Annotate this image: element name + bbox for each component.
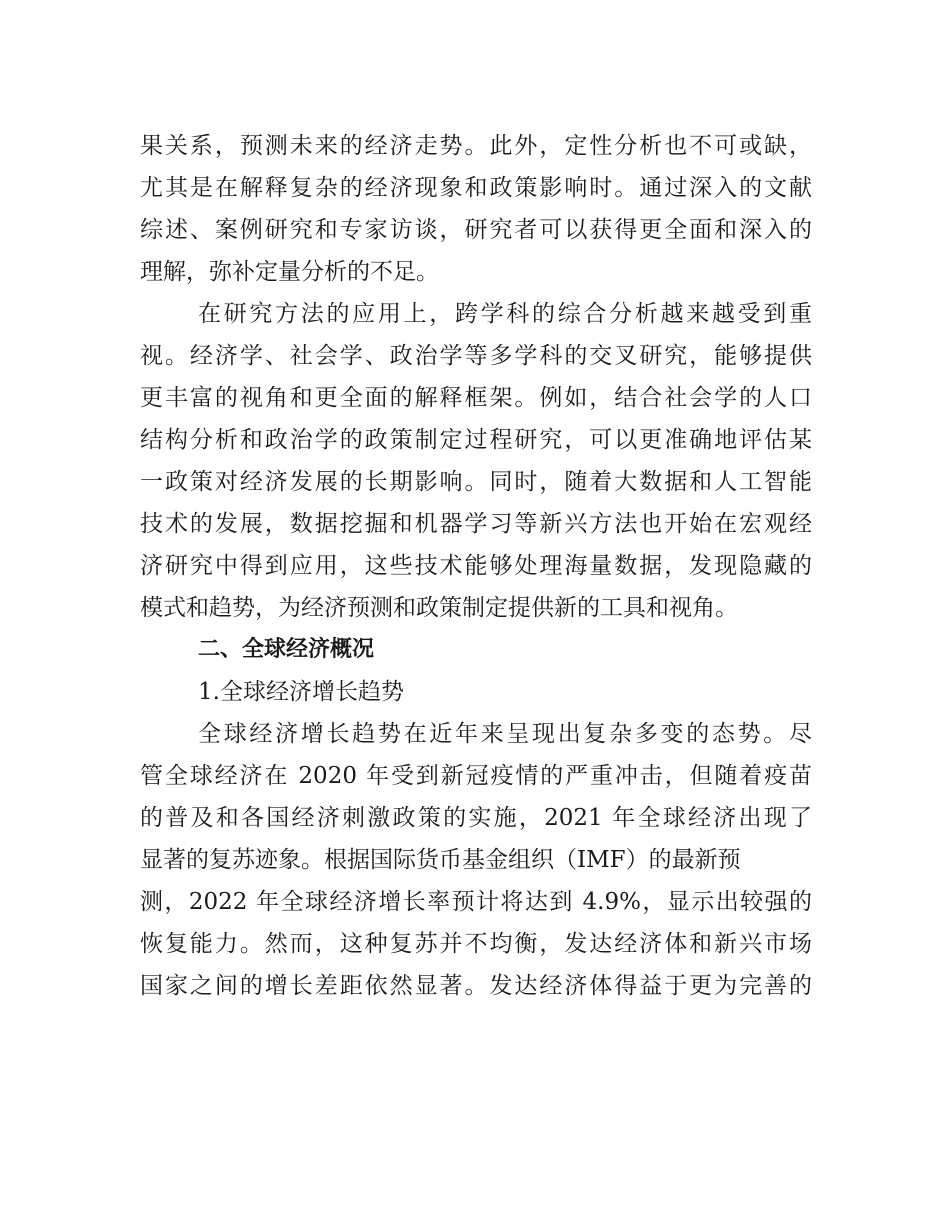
paragraph-line: 综述、案例研究和专家访谈，研究者可以获得更全面和深入的 [140, 217, 812, 243]
paragraph-line: 国家之间的增长差距依然显著。发达经济体得益于更为完善的 [140, 973, 812, 999]
paragraph-line: 技术的发展，数据挖掘和机器学习等新兴方法也开始在宏观经 [140, 511, 812, 537]
paragraph-line: 视。经济学、社会学、政治学等多学科的交叉研究，能够提供 [140, 343, 812, 369]
paragraph-first-line: 全球经济增长趋势在近年来呈现出复杂多变的态势。尽 [198, 721, 812, 747]
subsection-heading: 1.全球经济增长趋势 [198, 679, 404, 705]
paragraph-line: 测，2022 年全球经济增长率预计将达到 4.9%，显示出较强的 [140, 889, 812, 915]
paragraph-line: 结构分析和政治学的政策制定过程研究，可以更准确地评估某 [140, 427, 812, 453]
paragraph-line: 果关系，预测未来的经济走势。此外，定性分析也不可或缺， [140, 133, 812, 159]
document-body [140, 125, 812, 1007]
paragraph-line: 管全球经济在 2020 年受到新冠疫情的严重冲击，但随着疫苗 [140, 763, 812, 789]
section-heading: 二、全球经济概况 [198, 637, 375, 662]
paragraph-line: 模式和趋势，为经济预测和政策制定提供新的工具和视角。 [140, 595, 738, 621]
paragraph-first-line: 在研究方法的应用上，跨学科的综合分析越来越受到重 [198, 301, 812, 327]
paragraph-line: 更丰富的视角和更全面的解释框架。例如，结合社会学的人口 [140, 385, 812, 411]
paragraph-line: 济研究中得到应用，这些技术能够处理海量数据，发现隐藏的 [140, 553, 812, 579]
paragraph-line: 理解，弥补定量分析的不足。 [140, 259, 439, 285]
paragraph-line: 恢复能力。然而，这种复苏并不均衡，发达经济体和新兴市场 [140, 931, 812, 957]
paragraph-line: 一政策对经济发展的长期影响。同时，随着大数据和人工智能 [140, 469, 812, 495]
paragraph-line: 尤其是在解释复杂的经济现象和政策影响时。通过深入的文献 [140, 175, 812, 201]
paragraph-line: 显著的复苏迹象。根据国际货币基金组织（IMF）的最新预 [140, 847, 741, 873]
paragraph-line: 的普及和各国经济刺激政策的实施，2021 年全球经济出现了 [140, 805, 812, 831]
